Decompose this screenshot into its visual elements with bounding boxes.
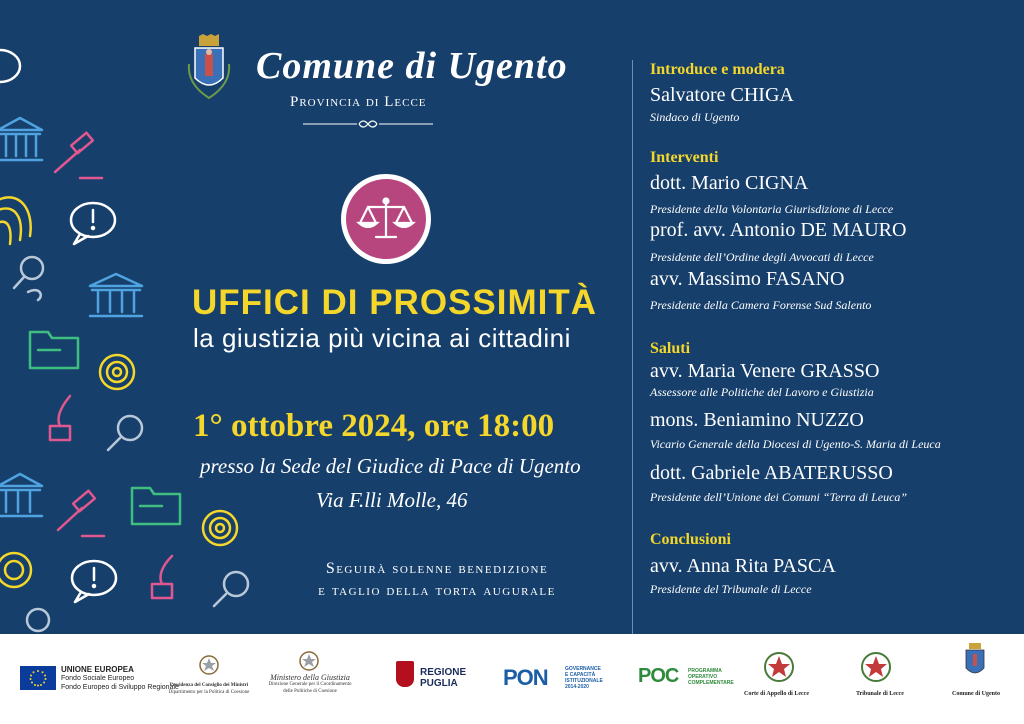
speaker-name: prof. avv. Antonio DE MAURO [650, 219, 907, 241]
folder-icon [30, 332, 78, 368]
comune-title: Comune di Ugento [256, 45, 568, 87]
event-address: Via F.lli Molle, 46 [316, 488, 468, 512]
flourish-divider [303, 118, 433, 130]
speaker-role: Assessore alle Politiche del Lavoro e Giustizia [650, 385, 874, 399]
courthouse-icon-2 [90, 274, 142, 316]
speaker-name: dott. Mario CIGNA [650, 172, 809, 194]
scales-of-justice-icon [346, 179, 426, 259]
italian-emblem-icon [298, 650, 320, 674]
interventi-heading: Interventi [650, 149, 719, 166]
folder-icon-2 [132, 488, 180, 524]
speaker-role: Presidente della Volontaria Giurisdizione di Lecce [650, 202, 894, 216]
italian-republic-emblem-icon [762, 650, 796, 684]
eu-fund-2: Fondo Europeo di Sviluppo Regionale [61, 684, 179, 691]
courthouse-icon [0, 118, 42, 160]
pon-line-1: GOVERNANCE [565, 666, 601, 672]
blessing-line-1: Seguirà solenne benedizione [325, 560, 549, 577]
speaker-name: avv. Maria Venere GRASSO [650, 360, 880, 382]
pcm-logo-text [168, 682, 250, 696]
speaker-role: Presidente dell’Unione dei Comuni “Terra di Leuca” [650, 490, 908, 504]
justice-badge [341, 174, 431, 264]
eu-logo-text [61, 665, 179, 692]
fingerprint-icon-3 [0, 511, 237, 587]
ministry-logo-text [262, 674, 358, 695]
event-subtitle: la giustizia più vicina ai cittadini [193, 323, 571, 353]
pcm-dept: Dipartimento per la Politica di Coesione [168, 690, 250, 695]
poc-line-2: OPERATIVO [688, 674, 718, 680]
closing-speaker-name: avv. Anna Rita PASCA [650, 555, 836, 577]
exclamation-icon [71, 203, 115, 244]
sponsor-footer [0, 634, 1024, 724]
quill-icon-2 [152, 556, 172, 598]
regione-line-1: REGIONE [420, 667, 467, 678]
closing-speaker-role: Presidente del Tribunale di Lecce [650, 582, 812, 596]
speaker-role: Vicario Generale della Diocesi di Ugento-S. Maria di Leuca [650, 437, 941, 451]
moderator-role: Sindaco di Ugento [650, 110, 740, 124]
comune-ugento-caption: Comune di Ugento [952, 691, 1001, 697]
speaker-role: Presidente della Camera Forense Sud Salento [650, 298, 872, 312]
moderator-name: Salvatore CHIGA [650, 84, 794, 106]
speech-bubble-icon [0, 50, 20, 82]
column-divider [632, 60, 633, 634]
speaker-name: dott. Gabriele ABATERUSSO [650, 462, 893, 484]
gavel-icon-2 [58, 491, 104, 536]
regione-puglia-logo [420, 667, 466, 689]
exclamation-icon-2 [72, 561, 116, 602]
courthouse-icon-3 [0, 474, 42, 516]
pon-line-3: ISTITUZIONALE [565, 678, 603, 684]
pon-logo: PON [503, 665, 548, 690]
footprint-icon-2 [108, 416, 142, 450]
ministry-line-1: Direzione Generale per il Coordinamento [268, 682, 352, 687]
blessing-note [287, 558, 587, 602]
quill-icon [50, 396, 70, 440]
blessing-line-2: e taglio della torta augurale [318, 582, 556, 599]
poc-logo: POC [638, 665, 679, 687]
tribunale-caption: Tribunale di Lecce [856, 691, 904, 697]
poc-line-3: COMPLEMENTARE [688, 680, 734, 686]
pon-line-2: E CAPACITÀ [565, 672, 596, 678]
italian-republic-emblem-icon [859, 650, 893, 684]
fingerprint-icon-2 [100, 355, 134, 389]
gavel-icon [55, 133, 102, 178]
ugento-crest-icon [185, 34, 233, 106]
fingerprint-icon [0, 197, 31, 244]
footprint-icon [14, 257, 43, 300]
event-date-time: 1° ottobre 2024, ore 18:00 [193, 408, 555, 444]
eu-flag-icon [20, 666, 56, 690]
conclusioni-heading: Conclusioni [650, 531, 731, 548]
speaker-name: mons. Beniamino NUZZO [650, 409, 864, 431]
footprint-icon-3 [27, 572, 248, 631]
pcm-title: Presidenza del Consiglio dei Ministri [169, 683, 249, 688]
introduce-heading: Introduce e modera [650, 61, 785, 78]
ugento-crest-small-icon [962, 642, 988, 684]
provincia-subtitle: Provincia di Lecce [290, 94, 427, 110]
event-venue: presso la Sede del Giudice di Pace di Ugento [200, 454, 581, 478]
speaker-role: Presidente dell’Ordine degli Avvocati di Lecce [650, 250, 874, 264]
corte-appello-caption: Corte di Appello di Lecce [744, 691, 809, 697]
ministry-line-2: delle Politiche di Coesione [283, 689, 337, 694]
event-title: UFFICI DI PROSSIMITÀ [192, 283, 597, 322]
pon-logo-text [565, 666, 603, 690]
ministry-title: Ministero della Giustizia [270, 673, 350, 682]
pon-line-4: 2014-2020 [565, 684, 589, 690]
regione-line-2: PUGLIA [420, 678, 458, 689]
poc-line-1: PROGRAMMA [688, 668, 722, 674]
poc-logo-text [688, 668, 734, 686]
regione-puglia-shield-icon [396, 661, 414, 687]
italian-emblem-icon [198, 654, 220, 678]
saluti-heading: Saluti [650, 340, 691, 357]
eu-title: UNIONE EUROPEA [61, 665, 134, 674]
speaker-name: avv. Massimo FASANO [650, 268, 845, 290]
eu-fund-1: Fondo Sociale Europeo [61, 675, 135, 682]
